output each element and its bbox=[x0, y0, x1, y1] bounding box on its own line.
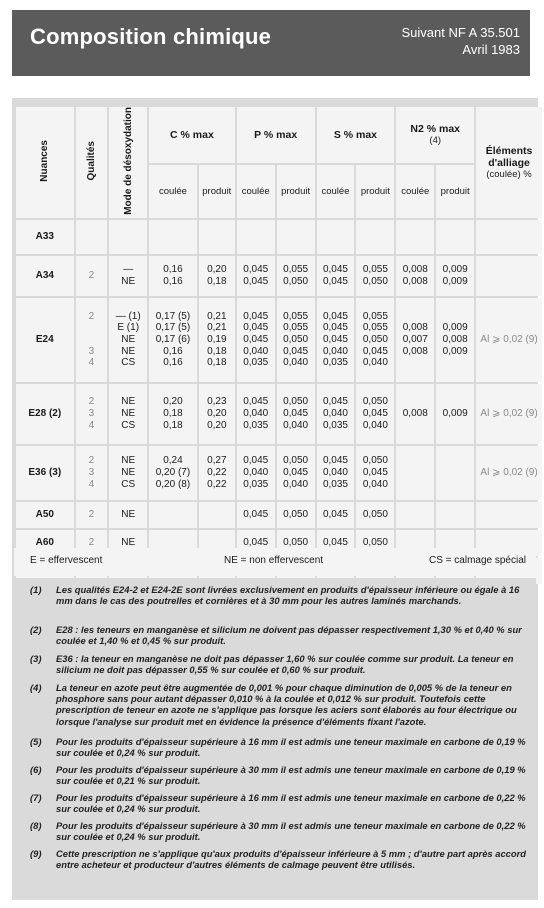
standard-code: Suivant NF A 35.501 bbox=[401, 25, 520, 40]
value-cell-s1: 0,045 bbox=[317, 502, 355, 528]
footnotes bbox=[14, 578, 536, 896]
col-c-produit: produit bbox=[199, 165, 235, 218]
footnote: (4) La teneur en azote peut être augmentée de 0,001 % pour chaque diminution de 0,005 % de la teneur en phosphore sans pour autant dépasser 0,010 % à la coulée et 0,012 % sur produit. Toutefois cette prescription de teneur en azote ne s'applique pas lorsque les aciers sont élaborés au four électrique ou lorsque l'analyse sur produit met en évidence la présence d'éléments fixant l'azote. bbox=[30, 682, 517, 727]
col-s-coulee: coulée bbox=[317, 165, 355, 218]
col-s-max: S % max bbox=[317, 107, 395, 163]
value-cell-n1 bbox=[396, 502, 434, 528]
footnote: (2) E28 : les teneurs en manganèse et silicium ne doivent pas dépasser respectivement 1,30 % et 0,40 % sur coulée et 1,40 % et 0,45 % sur produit. bbox=[30, 624, 522, 647]
nuance-cell: A34 bbox=[16, 256, 74, 296]
table-row bbox=[16, 446, 542, 500]
value-cell-c2: 0,20 0,18 bbox=[199, 256, 235, 296]
footnote: (7) Pour les produits d'épaisseur supérieure à 16 mm il est admis une teneur maximale en carbone de 0,22 % sur coulée et 0,24 % sur produit. bbox=[30, 792, 526, 815]
value-cell-mode bbox=[109, 220, 147, 254]
value-cell-n1: 0,008 bbox=[396, 384, 434, 444]
nuance-cell: E36 (3) bbox=[16, 446, 74, 500]
footnote: (1) Les qualités E24-2 et E24-2E sont livrées exclusivement en produits d'épaisseur inférieure ou égale à 16 mm dans le cas des poutrelles et cornières et à 30 mm pour les autres laminés marchands. bbox=[30, 584, 520, 607]
nuance-cell: A60 bbox=[16, 530, 74, 556]
value-cell-p1 bbox=[237, 220, 275, 254]
table-row bbox=[16, 298, 542, 382]
value-cell-p2: 0,050 0,045 0,040 bbox=[277, 384, 315, 444]
value-cell-qual: 2 bbox=[76, 530, 108, 556]
nuance-cell: E28 (2) bbox=[16, 384, 74, 444]
value-cell-n1 bbox=[396, 446, 434, 500]
col-n2-max: N2 % max (4) bbox=[396, 107, 474, 163]
value-cell-qual: 2 bbox=[76, 256, 108, 296]
value-cell-p1: 0,045 0,045 bbox=[237, 256, 275, 296]
footnote: (8) Pour les produits d'épaisseur supérieure à 30 mm il est admis une teneur maximale en carbone de 0,22 % sur coulée et 0,24 % sur produit. bbox=[30, 820, 526, 843]
value-cell-mode: — (1) E (1) NE NE CS bbox=[109, 298, 147, 382]
alloy-element-cell bbox=[476, 502, 542, 528]
value-cell-c1: 0,16 0,16 bbox=[149, 256, 197, 296]
col-n2-coulee: coulée bbox=[396, 165, 434, 218]
table-row bbox=[16, 502, 542, 528]
value-cell-p2: 0,055 0,055 0,050 0,045 0,040 bbox=[277, 298, 315, 382]
col-nuances: Nuances bbox=[16, 107, 74, 218]
alloy-element-cell bbox=[476, 220, 542, 254]
nuance-cell: A33 bbox=[16, 220, 74, 254]
value-cell-mode: NE bbox=[109, 530, 147, 556]
value-cell-p1: 0,045 bbox=[237, 502, 275, 528]
col-p-max: P % max bbox=[237, 107, 315, 163]
value-cell-s1: 0,045 0,045 0,045 0,040 0,035 bbox=[317, 298, 355, 382]
value-cell-n2: 0,009 0,008 0,009 bbox=[436, 298, 474, 382]
value-cell-c2 bbox=[199, 220, 235, 254]
value-cell-s1: 0,045 bbox=[317, 530, 355, 556]
value-cell-s2: 0,050 bbox=[356, 530, 394, 556]
value-cell-c2 bbox=[199, 502, 235, 528]
value-cell-mode: NE NE CS bbox=[109, 446, 147, 500]
footnote: (3) E36 : la teneur en manganèse ne doit pas dépasser 1,60 % sur coulée comme sur produit. La teneur en silicium ne doit pas dépasser 0,55 % sur coulée et 0,60 % sur produit. bbox=[30, 653, 514, 676]
value-cell-qual: 2 bbox=[76, 502, 108, 528]
value-cell-p1: 0,045 0,040 0,035 bbox=[237, 446, 275, 500]
value-cell-p2: 0,055 0,050 bbox=[277, 256, 315, 296]
value-cell-s2: 0,050 0,045 0,040 bbox=[356, 384, 394, 444]
value-cell-s1: 0,045 0,040 0,035 bbox=[317, 384, 355, 444]
value-cell-p1: 0,045 0,045 0,045 0,040 0,035 bbox=[237, 298, 275, 382]
value-cell-mode: NE bbox=[109, 502, 147, 528]
page-header bbox=[12, 10, 530, 76]
standard-reference bbox=[401, 24, 520, 58]
footnote: (9) Cette prescription ne s'applique qu'aux produits d'épaisseur inférieure à 5 mm ; d'autre part après accord entre acheteur et producteur d'autres éléments de calmage peuvent être utilisés. bbox=[30, 848, 526, 871]
value-cell-n1: 0,008 0,008 bbox=[396, 256, 434, 296]
legend-calmage-special: CS = calmage spécial bbox=[429, 555, 526, 566]
table-row bbox=[16, 384, 542, 444]
legend bbox=[14, 548, 536, 576]
value-cell-s1: 0,045 0,040 0,035 bbox=[317, 446, 355, 500]
value-cell-c2: 0,23 0,20 0,20 bbox=[199, 384, 235, 444]
alloy-element-cell: Al ⩾ 0,02 (9) bbox=[476, 384, 542, 444]
col-p-produit: produit bbox=[277, 165, 315, 218]
value-cell-s1 bbox=[317, 220, 355, 254]
value-cell-p2 bbox=[277, 220, 315, 254]
composition-table bbox=[14, 105, 544, 586]
value-cell-qual: 2 3 4 bbox=[76, 446, 108, 500]
col-elements: Éléments d'alliage (coulée) % bbox=[476, 107, 542, 218]
alloy-element-cell: Al ⩾ 0,02 (9) bbox=[476, 298, 542, 382]
value-cell-mode: — NE bbox=[109, 256, 147, 296]
alloy-element-cell bbox=[476, 256, 542, 296]
value-cell-n2 bbox=[436, 220, 474, 254]
footnote: (5) Pour les produits d'épaisseur supérieure à 16 mm il est admis une teneur maximale en carbone de 0,19 % sur coulée et 0,24 % sur produit. bbox=[30, 736, 526, 759]
value-cell-n2 bbox=[436, 502, 474, 528]
nuance-cell: A50 bbox=[16, 502, 74, 528]
value-cell-n2: 0,009 bbox=[436, 384, 474, 444]
value-cell-n2 bbox=[436, 446, 474, 500]
value-cell-n2: 0,009 0,009 bbox=[436, 256, 474, 296]
col-s-produit: produit bbox=[356, 165, 394, 218]
value-cell-c2: 0,21 0,21 0,19 0,18 0,18 bbox=[199, 298, 235, 382]
col-mode: Mode de désoxydation bbox=[109, 107, 147, 218]
value-cell-c2: 0,27 0,22 0,22 bbox=[199, 446, 235, 500]
value-cell-p2: 0,050 bbox=[277, 530, 315, 556]
value-cell-s2: 0,050 bbox=[356, 502, 394, 528]
value-cell-s2 bbox=[356, 220, 394, 254]
col-qualites: Qualités bbox=[76, 107, 108, 218]
value-cell-mode: NE NE CS bbox=[109, 384, 147, 444]
value-cell-p1: 0,045 bbox=[237, 530, 275, 556]
standard-date: Avril 1983 bbox=[462, 42, 520, 57]
value-cell-n1 bbox=[396, 220, 434, 254]
value-cell-c1: 0,20 0,18 0,18 bbox=[149, 384, 197, 444]
footnote: (6) Pour les produits d'épaisseur supérieure à 30 mm il est admis une teneur maximale en carbone de 0,19 % sur coulée et 0,21 % sur produit. bbox=[30, 764, 526, 787]
header-row-1 bbox=[16, 107, 542, 163]
value-cell-qual bbox=[76, 220, 108, 254]
col-c-max: C % max bbox=[149, 107, 235, 163]
value-cell-c1 bbox=[149, 220, 197, 254]
value-cell-c1 bbox=[149, 502, 197, 528]
table-row bbox=[16, 220, 542, 254]
nuance-cell: E24 bbox=[16, 298, 74, 382]
alloy-element-cell: Al ⩾ 0,02 (9) bbox=[476, 446, 542, 500]
value-cell-s2: 0,050 0,045 0,040 bbox=[356, 446, 394, 500]
col-p-coulee: coulée bbox=[237, 165, 275, 218]
value-cell-qual: 2 3 4 bbox=[76, 384, 108, 444]
value-cell-s2: 0,055 0,050 bbox=[356, 256, 394, 296]
value-cell-s2: 0,055 0,055 0,050 0,045 0,040 bbox=[356, 298, 394, 382]
col-n2-produit: produit bbox=[436, 165, 474, 218]
value-cell-c1: 0,24 0,20 (7) 0,20 (8) bbox=[149, 446, 197, 500]
value-cell-p1: 0,045 0,040 0,035 bbox=[237, 384, 275, 444]
value-cell-p2: 0,050 bbox=[277, 502, 315, 528]
value-cell-qual: 2 3 4 bbox=[76, 298, 108, 382]
value-cell-c1: 0,17 (5) 0,17 (5) 0,17 (6) 0,16 0,16 bbox=[149, 298, 197, 382]
value-cell-s1: 0,045 0,045 bbox=[317, 256, 355, 296]
page-title: Composition chimique bbox=[30, 24, 272, 49]
legend-non-effervescent: NE = non effervescent bbox=[224, 555, 324, 566]
table-row bbox=[16, 256, 542, 296]
value-cell-p2: 0,050 0,045 0,040 bbox=[277, 446, 315, 500]
col-c-coulee: coulée bbox=[149, 165, 197, 218]
value-cell-n1: 0,008 0,007 0,008 bbox=[396, 298, 434, 382]
legend-effervescent: E = effervescent bbox=[30, 555, 103, 566]
